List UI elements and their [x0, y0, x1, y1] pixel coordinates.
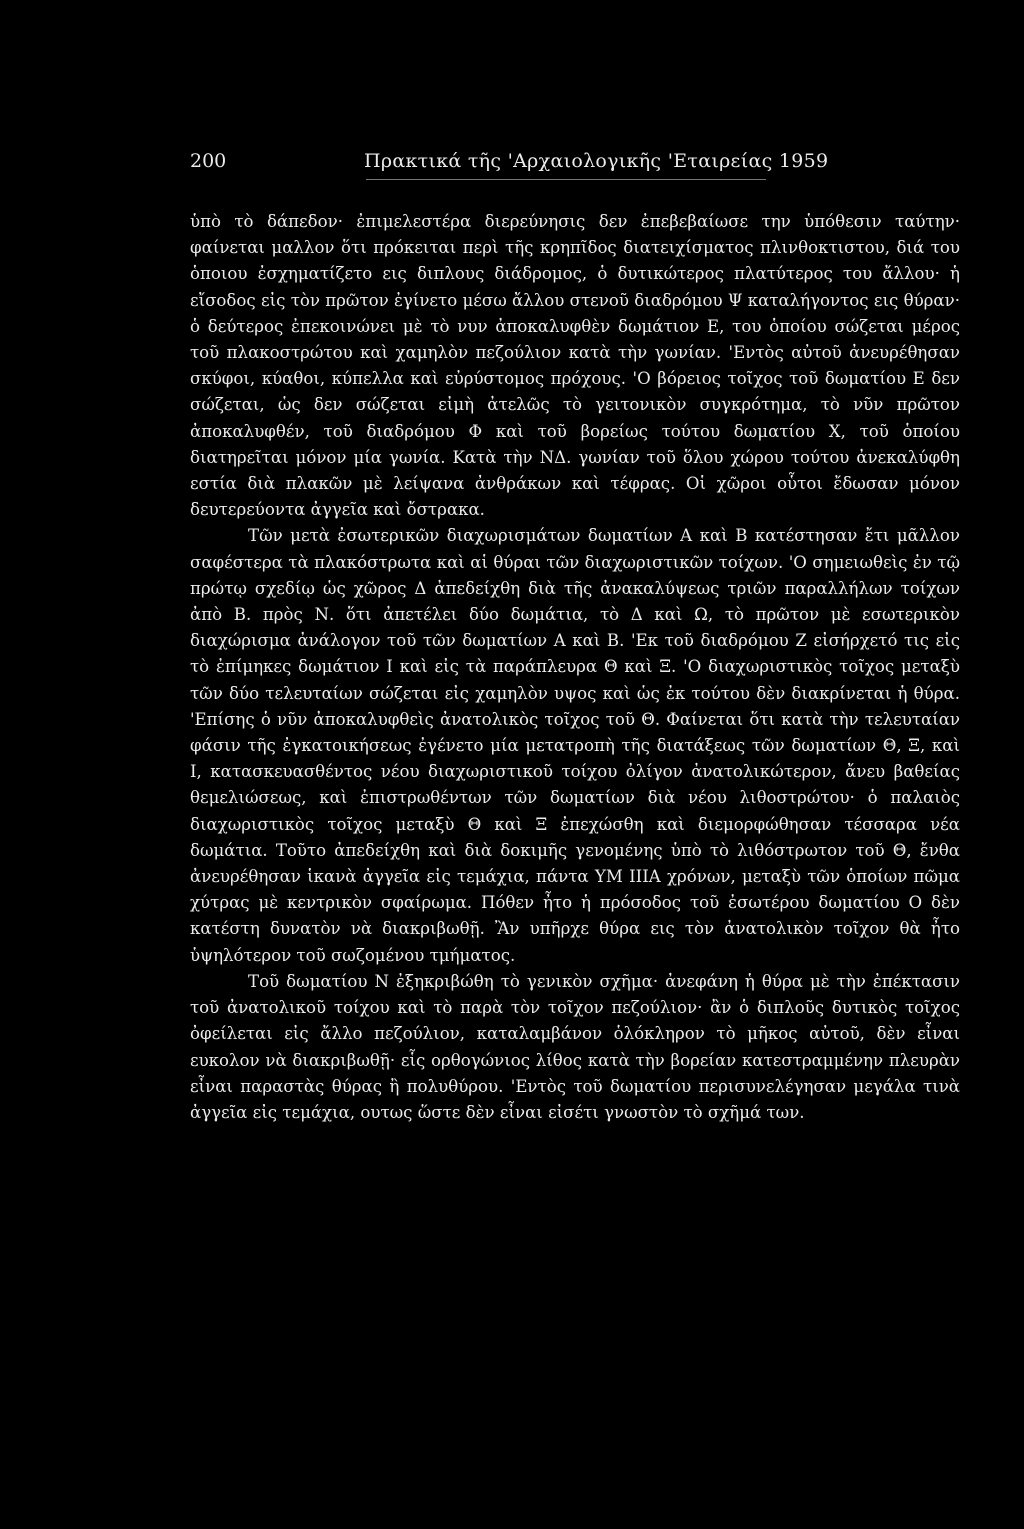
paragraph-3: Τοῦ δωματίου Ν ἐξηκριβώθη τὸ γενικὸν σχῆμα· ἀνεφάνη ἡ θύρα μὲ τὴν ἐπέκτασιν τοῦ ἀνατολικοῦ τοίχου καὶ τὸ παρὰ τὸν τοῖχον πεζούλιον· ἂν ὁ διπλοῦς δυτικὸς τοῖχος ὀφείλεται εἰς ἄλλο πεζούλιον, καταλαμβάνον ὁλόκληρον τὸ μῆκος αὐτοῦ, δὲν εἶναι ευκολον νὰ διακριβωθῇ· εἷς ορθογώνιος λίθος κατὰ τὴν βορείαν κατεστραμμένην πλευρὰν εἶναι παραστὰς θύρας ἢ πολυθύρου. 'Εντὸς τοῦ δωματίου περισυνελέγησαν μεγάλα τινὰ ἀγγεῖα εἰς τεμάχια, ουτως ὥστε δὲν εἶναι εἰσέτι γνωστὸν τὸ σχῆμά των.	[190, 971, 960, 1122]
paragraph-2: Τῶν μετὰ ἐσωτερικῶν διαχωρισμάτων δωματίων Α καὶ Β κατέστησαν ἔτι μᾶλλον σαφέστερα τὰ πλακόστρωτα καὶ αἱ θύραι τῶν διαχωριστικῶν τοίχων. 'Ο σημειωθεὶς ἐν τῷ πρώτῳ σχεδίῳ ὡς χῶρος Δ ἀπεδείχθη διὰ τῆς ἀνακαλύψεως τριῶν παραλλήλων τοίχων ἀπὸ Β. πρὸς Ν. ὅτι ἀπετέλει δύο δωμάτια, τὸ Δ καὶ Ω, τὸ πρῶτον μὲ εσωτερικὸν διαχώρισμα ἀνάλογον τοῦ τῶν δωματίων Α καὶ Β. 'Εκ τοῦ διαδρόμου Ζ εἰσήρχετό τις εἰς τὸ ἐπίμηκες δωμάτιον Ι καὶ εἰς τὰ παράπλευρα Θ καὶ Ξ. 'Ο διαχωριστικὸς τοῖχος μεταξὺ τῶν δύο τελευταίων σώζεται εἰς χαμηλὸν υψος καὶ ὡς ἐκ τούτου δὲν διακρίνεται ἡ θύρα. 'Επίσης ὁ νῦν ἀποκαλυφθεὶς ἀνατολικὸς τοῖχος τοῦ Θ. Φαίνεται ὅτι κατὰ τὴν τελευταίαν φάσιν τῆς ἐγκατοικήσεως ἐγένετο μία μετατροπὴ τῆς διατάξεως τῶν δωματίων Θ, Ξ, καὶ Ι, κατασκευασθέντος νέου διαχωριστικοῦ τοίχου ὀλίγον ἀνατολικώτερον, ἄνευ βαθείας θεμελιώσεως, καὶ ἐπιστρωθέντων τῶν δωματίων διὰ νέου λιθοστρώτου· ὁ παλαιὸς διαχωριστικὸς τοῖχος μεταξὺ Θ καὶ Ξ ἐπεχώσθη καὶ διεμορφώθησαν τέσσαρα νέα δωμάτια. Τοῦτο ἀπεδείχθη καὶ διὰ δοκιμῆς γενομένης ὑπὸ τὸ λιθόστρωτον τοῦ Θ, ἔνθα ἀνευρέθησαν ἱκανὰ ἀγγεῖα εἰς τεμάχια, πάντα ΥΜ ΙΙΙΑ χρόνων, μεταξὺ τῶν ὁποίων πῶμα χύτρας μὲ κεντρικὸν σφαίρωμα. Πόθεν ἦτο ἡ πρόσοδος τοῦ ἐσωτέρου δωματίου Ο δὲν κατέστη δυνατὸν νὰ διακριβωθῇ. Ἂν υπῆρχε θύρα εις τὸν ἀνατολικὸν τοῖχον θὰ ἦτο ὑψηλότερον τοῦ σωζομένου τμήματος.	[190, 526, 960, 965]
page-number: 200	[190, 150, 227, 172]
running-title: Πρακτικά τῆς 'Αρχαιολογικῆς 'Εταιρείας 1959	[364, 150, 829, 172]
page-header	[190, 150, 960, 180]
body-text	[190, 209, 960, 1126]
paragraph-1: ὑπὸ τὸ δάπεδον· ἐπιμελεστέρα διερεύνησις δεν ἐπεβεβαίωσε την ὑπόθεσιν ταύτην· φαίνεται μαλλον ὅτι πρόκειται περὶ τῆς κρηπῖδος διατειχίσματος πλινθοκτιστου, διά του ὁποιου ἐσχηματίζετο εις διπλους διάδρομος, ὁ δυτικώτερος πλατύτερος του ἄλλου· ἡ εἴσοδος εἰς τὸν πρῶτον ἐγίνετο μέσω ἄλλου στενοῦ διαδρόμου Ψ καταλήγοντος εις θύραν· ὁ δεύτερος ἐπεκοινώνει μὲ τὸ νυν ἀποκαλυφθὲν δωμάτιον Ε, του ὁποίου σώζεται μέρος τοῦ πλακοστρώτου καὶ χαμηλὸν πεζούλιον κατὰ τὴν γωνίαν. 'Εντὸς αὐτοῦ ἀνευρέθησαν σκύφοι, κύαθοι, κύπελλα καὶ εὐρύστομος πρόχους. 'Ο βόρειος τοῖχος τοῦ δωματίου Ε δεν σώζεται, ὡς δεν σώζεται εἰμὴ ἀτελῶς τὸ γειτονικὸν συγκρότημα, τὸ νῦν πρῶτον ἀποκαλυφθέν, τοῦ διαδρόμου Φ καὶ τοῦ βορείως τούτου δωματίου Χ, τοῦ ὁποίου διατηρεῖται μόνον μία γωνία. Κατὰ τὴν ΝΔ. γωνίαν τοῦ ὅλου χώρου τούτου ἀνεκαλύφθη εστία διὰ πλακῶν μὲ λείψανα ἀνθράκων καὶ τέφρας. Οἱ χῶροι οὗτοι ἔδωσαν μόνον δευτερεύοντα ἀγγεῖα καὶ ὄστρακα.	[190, 212, 960, 520]
header-rule	[366, 179, 766, 180]
